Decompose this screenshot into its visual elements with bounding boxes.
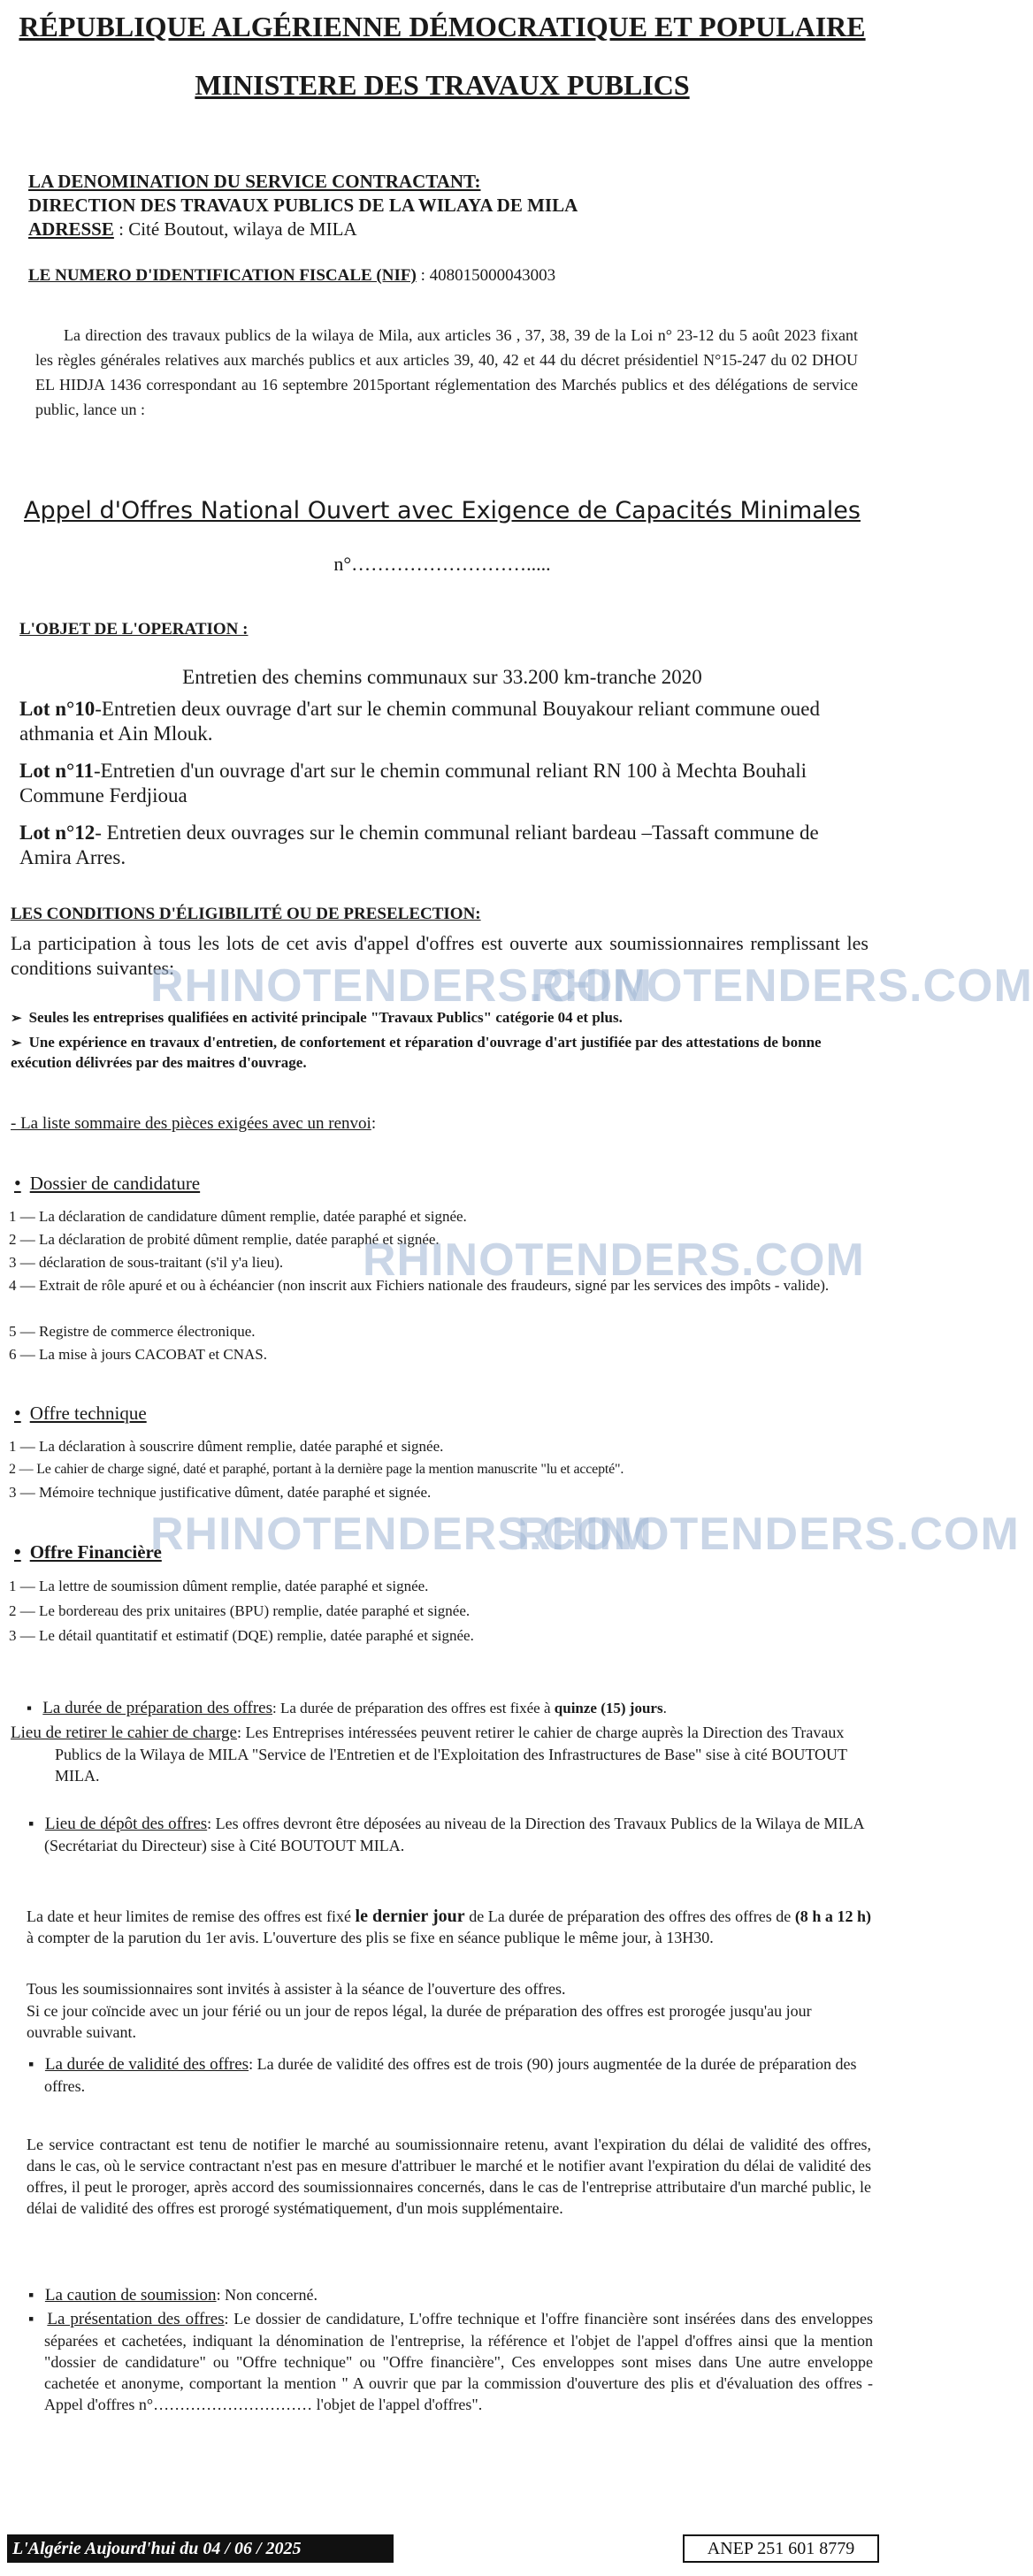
duree-prep-text-b: quinze (15) jours <box>554 1700 663 1716</box>
anep-reference: ANEP 251 601 8779 <box>683 2534 879 2563</box>
address-label: ADRESSE <box>28 218 114 240</box>
lieu-depot-paragraph <box>11 1813 873 1856</box>
nif-line <box>28 265 555 287</box>
validite-paragraph <box>11 2053 873 2097</box>
duree-prep-text-c: . <box>662 1700 667 1716</box>
republic-heading: RÉPUBLIQUE ALGÉRIENNE DÉMOCRATIQUE ET POPULAIRE <box>19 11 866 42</box>
eligibility-intro: La participation à tous les lots de cet avis d'appel d'offres est ouverte aux soumissionnaires remplissant les conditions suivantes: <box>11 932 868 979</box>
lot-12-label: Lot n°12 <box>19 822 96 844</box>
lot-11-label: Lot n°11 <box>19 760 94 782</box>
caution-label: La caution de soumission <box>44 2286 217 2305</box>
notification-paragraph: Le service contractant est tenu de notifier le marché au soumissionnaire retenu, avant l'expiration du délai de validité des offres, dans le cas, où le service contractant n'est pas en mesure d'attribuer le marché et le notifier avant l'expiration du délai de validité des offres, il peut le proroger, après accord des soumissionnaires concernés, dans le cas de l'entreprise attributaire d'un marché public, le délai de validité des offres est prorogé systématiquement, d'un mois supplémentaire. <box>27 2136 871 2217</box>
lot-10-label: Lot n°10 <box>19 698 96 720</box>
dossier-item: 1 — La déclaration de candidature dûment remplie, datée paraphé et signée. <box>9 1208 467 1225</box>
dossier-item: 4 — Extrait de rôle apuré et ou à échéancier (non inscrit aux Fichiers nationale des fraudeurs, signé par les services des impôts - valide). <box>9 1277 830 1294</box>
date-remise-d: (8 h a 12 h) <box>794 1907 871 1925</box>
date-remise-e: à compter de la parution du 1er avis. L'ouverture des plis se fixe en séance publique le même jour, à 13H30. <box>27 1929 714 1946</box>
pieces-colon: : <box>371 1114 377 1133</box>
eligibility-item-1: ➢ Seules les entreprises qualifiées en activité principale "Travaux Publics" catégorie 04 et plus. <box>11 1008 873 1028</box>
duree-prep-line <box>27 1698 867 1719</box>
validite-label: La durée de validité des offres <box>44 2055 249 2074</box>
caution-line <box>11 2284 873 2306</box>
dossier-label: • Dossier de candidature <box>14 1172 200 1195</box>
dossier-item: 2 — La déclaration de probité dûment remplie, datée paraphé et signée. <box>9 1231 440 1248</box>
dossier-item: 3 — déclaration de sous-traitant (s'il y'a lieu). <box>9 1254 284 1271</box>
eligibility-label: LES CONDITIONS D'ÉLIGIBILITÉ OU DE PRESELECTION: <box>11 905 481 923</box>
duree-prep-label: La durée de préparation des offres <box>42 1699 273 1717</box>
pieces-line <box>11 1114 376 1134</box>
lot-10-text: -Entretien deux ouvrage d'art sur le chemin communal Bouyakour reliant commune oued athmania et Ain Mlouk. <box>19 698 820 745</box>
lot-11-text: -Entretien d'un ouvrage d'art sur le chemin communal reliant RN 100 à Mechta Bouhali Commune Ferdjioua <box>19 760 807 806</box>
validite-text: : La durée de validité des offres est de trois (90) jours augmentée de la durée de préparation des offres. <box>44 2055 857 2095</box>
duree-prep-text-a: : La durée de préparation des offres est fixée à <box>272 1700 555 1716</box>
offre-financiere-label: • Offre Financière <box>14 1540 162 1563</box>
address-value: : Cité Boutout, wilaya de MILA <box>113 218 357 240</box>
offre-technique-item: 3 — Mémoire technique justificative dûment, datée paraphé et signée. <box>9 1484 432 1501</box>
objet-subject: Entretien des chemins communaux sur 33.200 km-tranche 2020 <box>182 666 702 688</box>
date-remise-p3: Si ce jour coïncide avec un jour férié ou un jour de repos légal, la durée de préparation des offres est prorogée jusqu'au jour ouvrable suivant. <box>27 2002 812 2041</box>
offre-financiere-item: 1 — La lettre de soumission dûment remplie, datée paraphé et signée. <box>9 1578 429 1594</box>
lieu-depot-label: Lieu de dépôt des offres <box>44 1815 208 1833</box>
objet-label: L'OBJET DE L'OPERATION : <box>19 620 249 638</box>
date-remise-c: de La durée de préparation des offres des offres de <box>464 1907 795 1925</box>
nif-value: : 408015000043003 <box>416 266 556 285</box>
address-line <box>28 218 357 240</box>
dossier-item: 6 — La mise à jours CACOBAT et CNAS. <box>9 1346 267 1363</box>
watermark: RHINOTENDERS.COM <box>531 960 1033 1012</box>
pieces-label: - La liste sommaire des pièces exigées avec un renvoi <box>11 1114 371 1133</box>
nif-label: LE NUMERO D'IDENTIFICATION FISCALE (NIF) <box>28 266 417 285</box>
eligibility-item-2: ➢ Une expérience en travaux d'entretien, de confortement et réparation d'ouvrage d'art justifiée par des attestations de bonne exécution délivrées par des maitres d'ouvrage. <box>11 1033 873 1073</box>
offre-technique-item: 2 — Le cahier de charge signé, daté et paraphé, portant à la dernière page la mention manuscrite "lu et accepté". <box>9 1462 624 1477</box>
offre-financiere-item: 2 — Le bordereau des prix unitaires (BPU) remplie, datée paraphé et signée. <box>9 1602 471 1619</box>
lot-12 <box>19 821 868 870</box>
watermark: RHINOTENDERS.COM <box>150 1509 653 1560</box>
offre-technique-item: 1 — La déclaration à souscrire dûment remplie, datée paraphé et signée. <box>9 1438 444 1455</box>
notice-number: n°………………………..... <box>333 553 551 575</box>
lieu-depot-text: : Les offres devront être déposées au niveau de la Direction des Travaux Publics de la Wilaya de MILA (Secrétariat du Directeur) sise à Cité BOUTOUT MILA. <box>44 1815 864 1854</box>
offre-financiere-item: 3 — Le détail quantitatif et estimatif (DQE) remplie, datée paraphé et signée. <box>9 1627 474 1644</box>
caution-text: : Non concerné. <box>216 2286 318 2304</box>
presentation-label: La présentation des offres <box>47 2310 225 2328</box>
presentation-text: : Le dossier de candidature, L'offre technique et l'offre financière sont insérées dans des enveloppes séparées et cachetées, indiquant la dénomination de l'entreprise, la référence et l'objet de l'appel d'offres ainsi que la mention "dossier de candidature" ou "Offre technique" ou "Offre financière", Ces enveloppes sont mises dans Une autre enveloppe cachetée et anonyme, comportant la mention " A ouvrir que par la commission d'ouverture des plis et d'évaluation des offres -Appel d'offres n°………………………… l'objet de l'appel d'offres". <box>44 2310 873 2413</box>
presentation-paragraph <box>11 2308 873 2415</box>
date-remise-paragraph <box>27 1906 871 1948</box>
date-remise-a: La date et heur limites de remise des offres est fixé <box>27 1907 356 1925</box>
lieu-retrait-text: : Les Entreprises intéressées peuvent retirer le cahier de charge auprès la Direction des Travaux Publics de la Wilaya de MILA "Service de l'Entretien et de l'Exploitation des Infrastructures de Base" sise à cité BOUTOUT MILA. <box>55 1724 847 1785</box>
lot-10 <box>19 697 868 746</box>
watermark: RHINOTENDERS.COM <box>363 1234 865 1286</box>
offre-technique-label: • Offre technique <box>14 1402 147 1425</box>
watermark: RHINOTENDERS.COM <box>517 1509 1020 1560</box>
dossier-item: 5 — Registre de commerce électronique. <box>9 1323 256 1340</box>
lot-12-text: - Entretien deux ouvrages sur le chemin communal reliant bardeau –Tassaft commune de Amira Arres. <box>19 822 819 868</box>
lieu-retrait-label: Lieu de retirer le cahier de charge <box>11 1724 237 1742</box>
watermark: RHINOTENDERS.COM <box>150 960 653 1012</box>
notice-title: Appel d'Offres National Ouvert avec Exigence de Capacités Minimales <box>24 497 861 524</box>
intro-paragraph: La direction des travaux publics de la wilaya de Mila, aux articles 36 , 37, 38, 39 de la Loi n° 23-12 du 5 août 2023 fixant les règles générales relatives aux marchés publics et aux articles 39, 40, 42 et 44 du décret présidentiel N°15-247 du 02 DHOU EL HIDJA 1436 correspondant au 16 septembre 2015portant réglementation des Marchés publics et des délégations de service public, lance un : <box>35 326 858 418</box>
date-remise-b: le dernier jour <box>355 1907 465 1926</box>
date-remise-p2: Tous les soumissionnaires sont invités à assister à la séance de l'ouverture des offres. <box>27 1980 566 1998</box>
contractor-name: DIRECTION DES TRAVAUX PUBLICS DE LA WILAYA DE MILA <box>28 195 578 216</box>
lot-11 <box>19 759 868 808</box>
contractor-label: LA DENOMINATION DU SERVICE CONTRACTANT: <box>28 171 481 192</box>
ministry-heading: MINISTERE DES TRAVAUX PUBLICS <box>195 69 690 101</box>
newspaper-footer: L'Algérie Aujourd'hui du 04 / 06 / 2025 <box>7 2534 394 2563</box>
lieu-retrait-paragraph <box>11 1722 873 1786</box>
